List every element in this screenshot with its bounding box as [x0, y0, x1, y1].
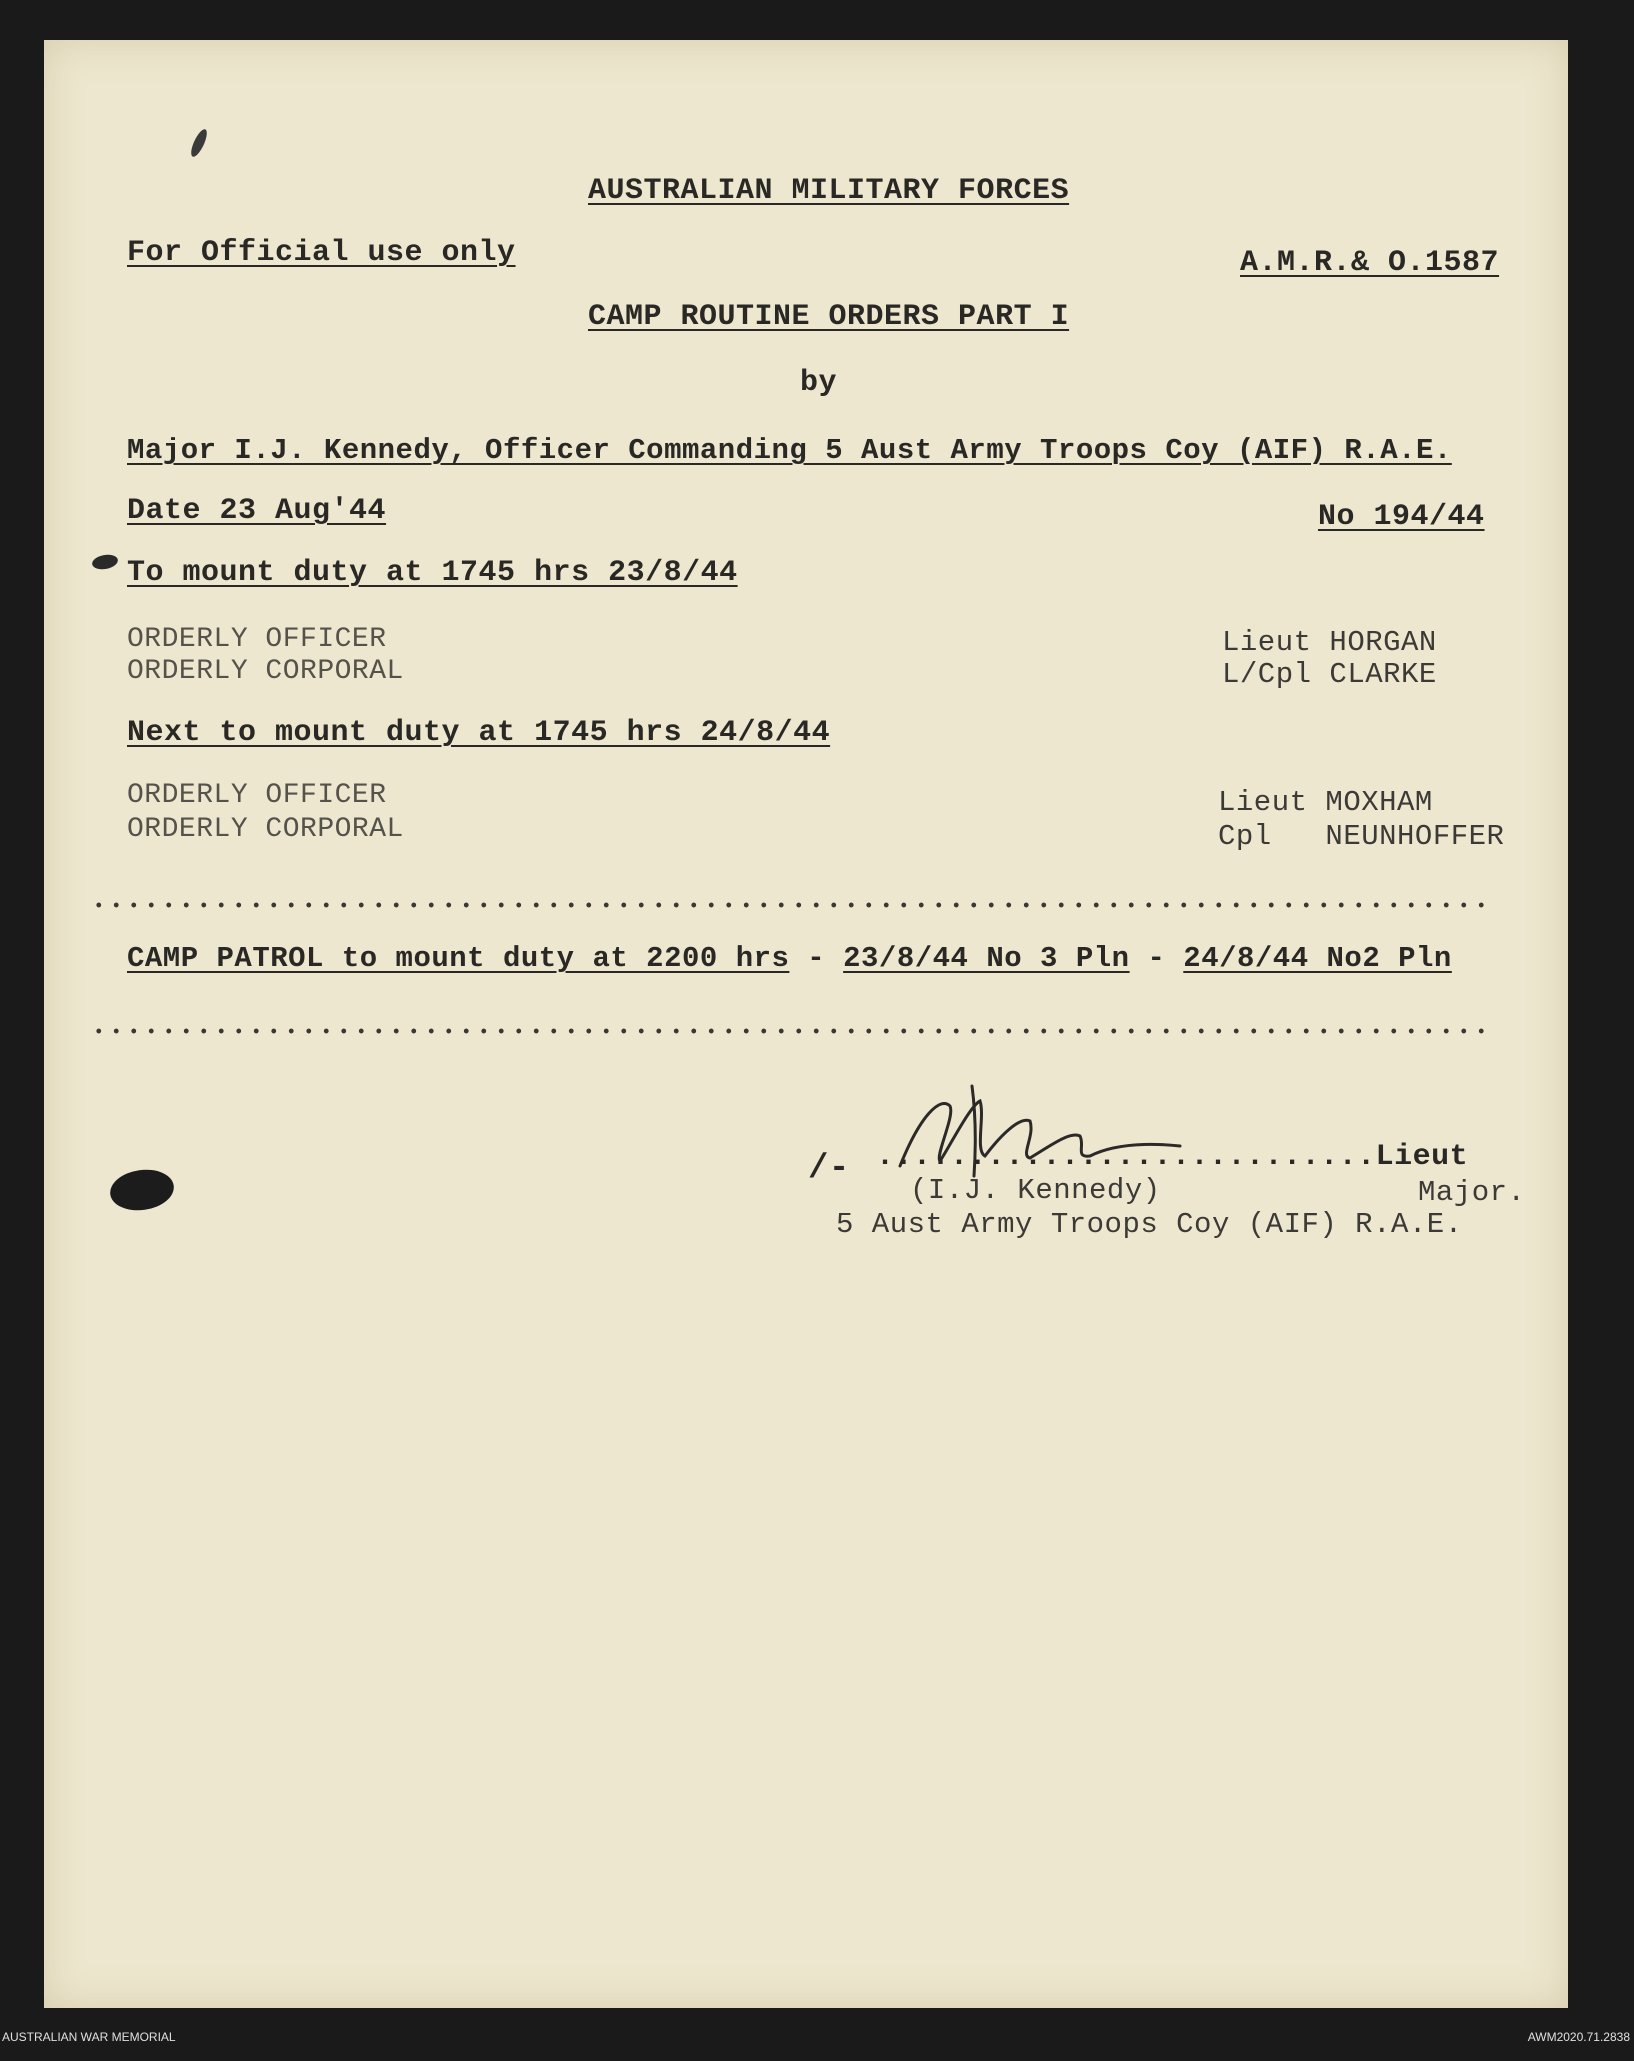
duty-1-name-corporal: L/Cpl CLARKE: [1222, 658, 1437, 691]
issuer-line: Major I.J. Kennedy, Officer Commanding 5 Aust Army Troops Coy (AIF) R.A.E.: [127, 434, 1452, 467]
duty-2-role-corporal: ORDERLY CORPORAL: [127, 814, 404, 845]
duty-1-role-officer: ORDERLY OFFICER: [127, 624, 387, 655]
by-line: by: [800, 366, 838, 400]
duty-2-heading: Next to mount duty at 1745 hrs 24/8/44: [127, 716, 831, 750]
footer-left: AUSTRALIAN WAR MEMORIAL: [2, 2030, 176, 2044]
classification: For Official use only: [127, 236, 516, 270]
duty-2-name-officer: Lieut MOXHAM: [1218, 786, 1433, 819]
signature-prefix: /-: [808, 1150, 850, 1188]
camp-patrol-separator-2: -: [1129, 942, 1184, 975]
reference-number: A.M.R.& O.1587: [1240, 246, 1500, 280]
punch-hole-bottom: [108, 1166, 177, 1215]
duty-2-name-corporal: Cpl NEUNHOFFER: [1218, 820, 1505, 853]
separator-dots-bottom: [90, 1028, 1490, 1034]
document-page: [44, 40, 1568, 2008]
signatory-name: (I.J. Kennedy): [910, 1174, 1161, 1207]
camp-patrol-line: [127, 942, 1452, 975]
duty-1-name-officer: Lieut HORGAN: [1222, 626, 1437, 659]
camp-patrol-date-1: 23/8/44 No 3 Pln: [843, 942, 1130, 975]
duty-2-role-officer: ORDERLY OFFICER: [127, 780, 387, 811]
camp-patrol-separator-1: -: [789, 942, 844, 975]
camp-patrol-date-2: 24/8/44 No2 Pln: [1183, 942, 1452, 975]
punch-hole-top: [91, 553, 119, 571]
duty-1-heading: To mount duty at 1745 hrs 23/8/44: [127, 556, 738, 590]
duty-1-role-corporal: ORDERLY CORPORAL: [127, 656, 404, 687]
signatory-unit: 5 Aust Army Troops Coy (AIF) R.A.E.: [836, 1208, 1463, 1241]
camp-patrol-label: CAMP PATROL to mount duty at 2200 hrs: [127, 942, 790, 975]
signatory-rank: Major.: [1418, 1176, 1526, 1209]
tear-mark: [188, 127, 210, 158]
order-date: Date 23 Aug'44: [127, 494, 387, 528]
document-title: CAMP ROUTINE ORDERS PART I: [588, 300, 1070, 334]
header-forces: AUSTRALIAN MILITARY FORCES: [588, 174, 1070, 208]
separator-dots-top: [90, 902, 1490, 908]
order-number: No 194/44: [1318, 500, 1485, 534]
signature-line-lieut: ...........................Lieut: [876, 1140, 1469, 1174]
footer-right: AWM2020.71.2838: [1527, 2030, 1630, 2044]
